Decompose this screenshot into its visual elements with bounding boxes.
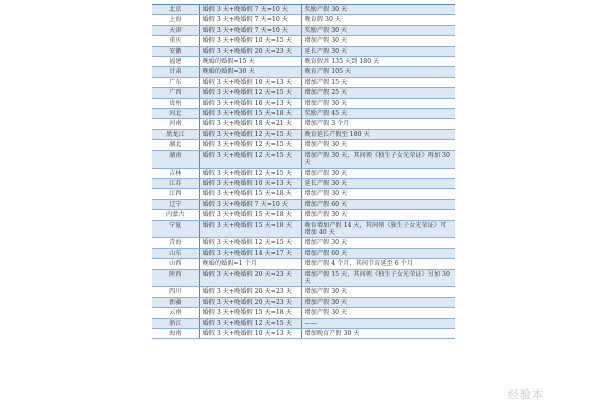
marriage-leave-cell: 婚假 3 天+晚婚假 7 天=10 天 — [199, 199, 301, 209]
province-cell: 陕西 — [152, 269, 199, 287]
table-row — [152, 98, 455, 108]
maternity-leave-cell: 增加产假 25 天 — [301, 88, 455, 98]
marriage-leave-cell: 晚婚的婚假=15 天 — [199, 57, 301, 67]
table-row — [152, 129, 455, 139]
table-row — [152, 318, 455, 328]
maternity-leave-cell: 奖励产假 30 天 — [301, 5, 455, 15]
table-row — [152, 67, 455, 77]
marriage-leave-cell: 婚假 3 天+晚婚假 20 天=23 天 — [199, 297, 301, 307]
maternity-leave-cell: 晚育延长产假至 180 天 — [301, 129, 455, 139]
table-row — [152, 238, 455, 248]
table-row — [152, 36, 455, 46]
table-row — [152, 308, 455, 318]
marriage-leave-cell: 婚假 3 天+晚婚假 20 天=23 天 — [199, 287, 301, 297]
marriage-leave-cell: 婚假 3 天+晚婚假 12 天=15 天 — [199, 318, 301, 328]
marriage-leave-cell: 婚假 3 天+晚婚假 14 天=17 天 — [199, 248, 301, 258]
province-cell: 山西 — [152, 259, 199, 269]
province-cell: 广西 — [152, 88, 199, 98]
marriage-leave-cell: 婚假 3 天+晚婚假 18 天=21 天 — [199, 119, 301, 129]
table-row — [152, 150, 455, 168]
table-row — [152, 210, 455, 220]
province-cell: 云南 — [152, 308, 199, 318]
marriage-leave-cell: 婚假 3 天+晚婚假 20 天=23 天 — [199, 269, 301, 287]
maternity-leave-cell: 增加产假 60 天 — [301, 248, 455, 258]
maternity-leave-cell: 增加产假 15 天 — [301, 77, 455, 87]
province-cell: 广东 — [152, 77, 199, 87]
table-row — [152, 220, 455, 238]
maternity-leave-cell: 增加产假 30 天 — [301, 98, 455, 108]
marriage-leave-cell: 婚假 3 天+晚婚假 10 天=13 天 — [199, 77, 301, 87]
marriage-leave-cell: 婚假 3 天+晚婚假 15 天=18 天 — [199, 220, 301, 238]
province-cell: 青海 — [152, 238, 199, 248]
table-row — [152, 140, 455, 150]
province-cell: 宁夏 — [152, 220, 199, 238]
maternity-leave-cell: 增加晚育产假 30 天 — [301, 329, 455, 339]
table-row — [152, 199, 455, 209]
province-cell: 重庆 — [152, 36, 199, 46]
province-cell: 安徽 — [152, 46, 199, 56]
maternity-leave-cell: —— — [301, 318, 455, 328]
province-cell: 上海 — [152, 15, 199, 25]
maternity-leave-cell: 增加产假 3 个月 — [301, 119, 455, 129]
table-row — [152, 287, 455, 297]
maternity-leave-cell: 晚育增加产假 14 天，其间领《独生子女光荣证》可增加 40 天 — [301, 220, 455, 238]
table-body — [152, 5, 455, 339]
marriage-leave-cell: 婚假 3 天+晚婚假 7 天=10 天 — [199, 5, 301, 15]
marriage-leave-cell: 婚假 3 天+晚婚假 12 天=15 天 — [199, 140, 301, 150]
table-row — [152, 297, 455, 307]
province-cell: 四川 — [152, 287, 199, 297]
table-row — [152, 88, 455, 98]
marriage-leave-cell: 婚假 3 天+晚婚假 20 天=23 天 — [199, 46, 301, 56]
province-cell: 江苏 — [152, 178, 199, 188]
marriage-leave-cell: 婚假 3 天+晚婚假 7 天=10 天 — [199, 25, 301, 35]
maternity-leave-cell: 增加产假 4 个月，其间节育延至 6 个月 — [301, 259, 455, 269]
marriage-leave-cell: 婚假 3 天+晚婚假 10 天=15 天 — [199, 36, 301, 46]
province-cell: 海南 — [152, 329, 199, 339]
marriage-leave-cell: 婚假 3 天+晚婚假 15 天=18 天 — [199, 210, 301, 220]
table-row — [152, 178, 455, 188]
table-row — [152, 269, 455, 287]
marriage-leave-cell: 婚假 3 天+晚婚假 10 天=13 天 — [199, 98, 301, 108]
maternity-leave-cell: 延长产假 30 天 — [301, 46, 455, 56]
maternity-leave-cell: 增加产假 30 天 — [301, 287, 455, 297]
table-row — [152, 77, 455, 87]
maternity-leave-cell: 增加产假 30 天 — [301, 189, 455, 199]
maternity-leave-cell: 增加产假 30 天 — [301, 140, 455, 150]
maternity-leave-cell: 增加产假 30 天，其间领《独生子女光荣证》再加 30 天 — [301, 150, 455, 168]
marriage-leave-cell: 婚假 3 天+晚婚假 15 天=18 天 — [199, 308, 301, 318]
marriage-leave-cell: 婚假 3 天+晚婚假 12 天=15 天 — [199, 129, 301, 139]
table-row — [152, 168, 455, 178]
table-row — [152, 46, 455, 56]
maternity-leave-cell: 晚育假共 135 天到 180 天 — [301, 57, 455, 67]
table-row — [152, 189, 455, 199]
marriage-leave-cell: 婚假 3 天+晚婚假 15 天=18 天 — [199, 109, 301, 119]
table-row — [152, 329, 455, 339]
maternity-leave-cell: 增加产假 30 天 — [301, 210, 455, 220]
maternity-leave-cell: 晚育产假 105 天 — [301, 67, 455, 77]
province-cell: 湖北 — [152, 140, 199, 150]
province-cell: 天津 — [152, 25, 199, 35]
table-row — [152, 5, 455, 15]
province-cell: 河南 — [152, 119, 199, 129]
maternity-leave-cell: 晚育假 30 天 — [301, 15, 455, 25]
province-cell: 北京 — [152, 5, 199, 15]
maternity-leave-cell: 增加产假 30 天 — [301, 36, 455, 46]
province-cell: 内蒙古 — [152, 210, 199, 220]
maternity-leave-cell: 增加产假 30 天 — [301, 297, 455, 307]
maternity-leave-cell: 延长产假 30 天 — [301, 178, 455, 188]
marriage-leave-cell: 婚假 3 天+晚婚假 12 天=15 天 — [199, 150, 301, 168]
marriage-leave-cell: 婚假 3 天+晚婚假 15 天=18 天 — [199, 189, 301, 199]
table-row — [152, 248, 455, 258]
maternity-leave-cell: 增加产假 30 天 — [301, 308, 455, 318]
watermark: 经验本 — [508, 388, 544, 401]
table-row — [152, 25, 455, 35]
marriage-leave-cell: 晚婚的婚假=30 天 — [199, 67, 301, 77]
province-cell: 甘肃 — [152, 67, 199, 77]
marriage-leave-cell: 婚假 3 天+晚婚假 12 天=15 天 — [199, 88, 301, 98]
table-row — [152, 57, 455, 67]
maternity-leave-cell: 奖励产假 45 天 — [301, 109, 455, 119]
table-row — [152, 119, 455, 129]
leave-policy-table — [152, 4, 455, 339]
province-cell: 吉林 — [152, 168, 199, 178]
table-row — [152, 15, 455, 25]
maternity-leave-cell: 增加产假 30 天 — [301, 168, 455, 178]
province-cell: 贵州 — [152, 98, 199, 108]
province-cell: 湖南 — [152, 150, 199, 168]
marriage-leave-cell: 婚假 3 天+晚婚假 10 天=13 天 — [199, 329, 301, 339]
province-cell: 福建 — [152, 57, 199, 67]
province-cell: 山东 — [152, 248, 199, 258]
marriage-leave-cell: 婚假 3 天+晚婚假 12 天=15 天 — [199, 238, 301, 248]
maternity-leave-cell: 增加产假 30 天 — [301, 238, 455, 248]
province-cell: 新疆 — [152, 297, 199, 307]
province-cell: 江西 — [152, 189, 199, 199]
province-cell: 黑龙江 — [152, 129, 199, 139]
maternity-leave-cell: 增加产假 15 天，其间领《独生子女光荣证》另加 30 天 — [301, 269, 455, 287]
maternity-leave-cell: 奖励产假 30 天 — [301, 25, 455, 35]
province-cell: 辽宁 — [152, 199, 199, 209]
table-row — [152, 109, 455, 119]
marriage-leave-cell: 晚婚的婚假=1 个月 — [199, 259, 301, 269]
table-row — [152, 259, 455, 269]
province-cell: 浙江 — [152, 318, 199, 328]
maternity-leave-cell: 增加产假 60 天 — [301, 199, 455, 209]
marriage-leave-cell: 婚假 3 天+晚婚假 10 天=13 天 — [199, 178, 301, 188]
marriage-leave-cell: 婚假 3 天+晚婚假 7 天=10 天 — [199, 15, 301, 25]
marriage-leave-cell: 婚假 3 天+晚婚假 12 天=15 天 — [199, 168, 301, 178]
province-cell: 河北 — [152, 109, 199, 119]
